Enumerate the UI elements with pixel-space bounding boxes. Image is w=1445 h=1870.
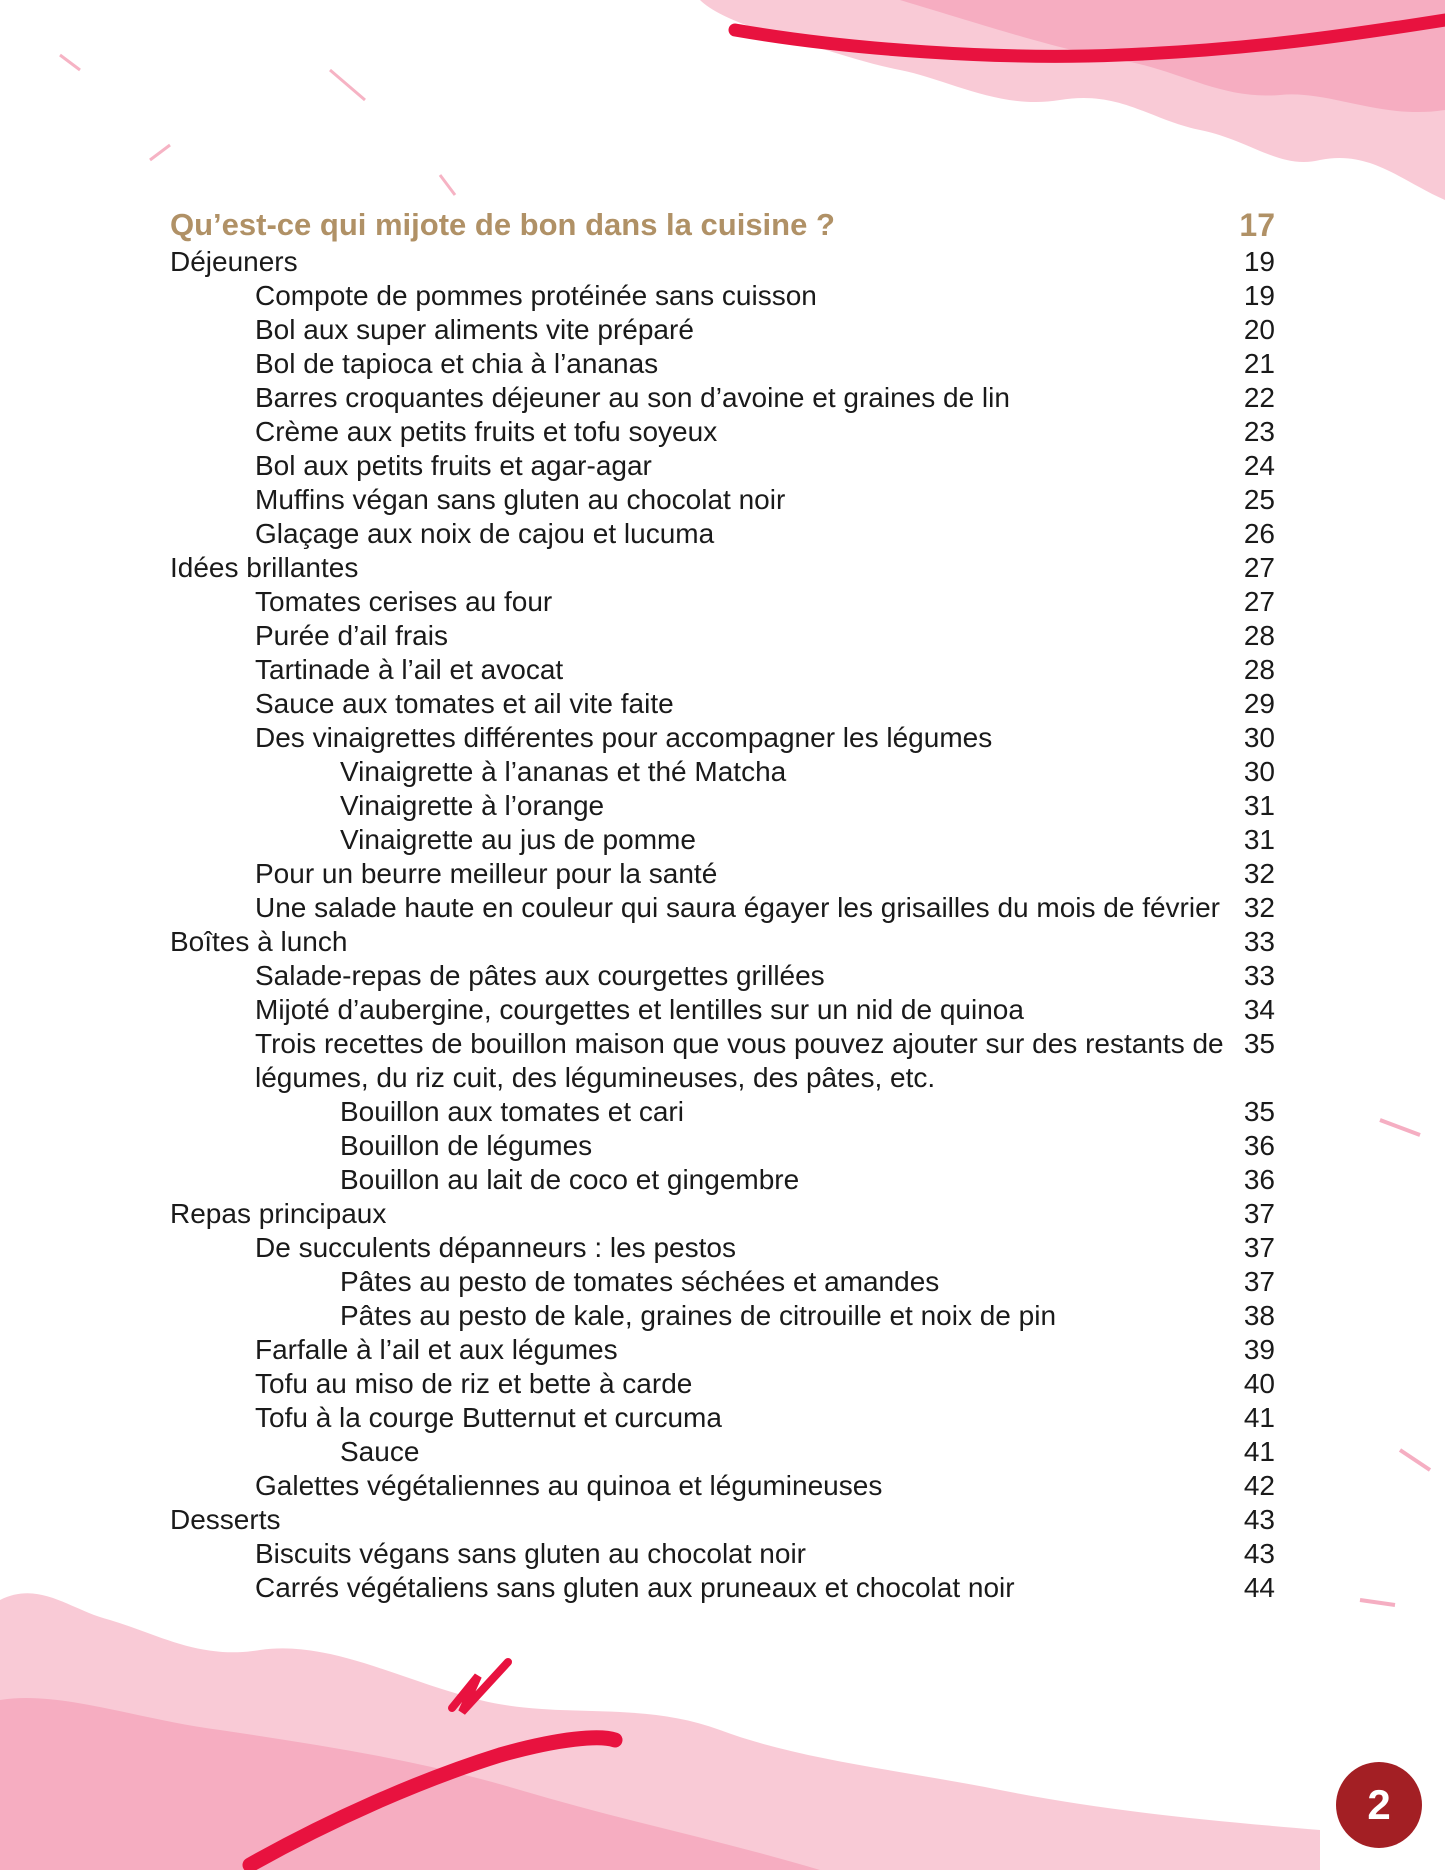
toc-entry-text: Mijoté d’aubergine, courgettes et lentilles sur un nid de quinoa xyxy=(255,994,1024,1025)
toc-entry xyxy=(170,619,1275,653)
toc-entry-text: Tartinade à l’ail et avocat xyxy=(255,654,564,685)
toc-entry-text: Salade-repas de pâtes aux courgettes grillées xyxy=(255,960,825,991)
toc-entry xyxy=(170,1163,1275,1197)
toc-entry xyxy=(170,1333,1275,1367)
toc-entry-page: 43 xyxy=(1243,1504,1275,1535)
toc-entry xyxy=(170,313,1275,347)
toc-entry-page: 33 xyxy=(1243,926,1275,957)
toc-entry-page: 41 xyxy=(1243,1436,1275,1467)
toc-entry xyxy=(170,449,1275,483)
toc-entry-text: Biscuits végans sans gluten au chocolat noir xyxy=(255,1538,806,1569)
toc-title: Qu’est-ce qui mijote de bon dans la cuisine ? xyxy=(170,207,835,242)
toc-entry-page: 39 xyxy=(1243,1334,1275,1365)
toc-entry-text: Desserts xyxy=(170,1504,281,1535)
toc-entry xyxy=(170,1231,1275,1265)
toc-entry-text: Bouillon au lait de coco et gingembre xyxy=(340,1164,800,1195)
toc-entry-text: Bol aux super aliments vite préparé xyxy=(255,314,694,345)
toc-entry-page: 37 xyxy=(1243,1266,1275,1297)
toc-entry-page: 30 xyxy=(1243,722,1275,753)
toc-entry-text: Pâtes au pesto de tomates séchées et amandes xyxy=(340,1266,940,1297)
toc-entry xyxy=(170,687,1275,721)
toc-entry xyxy=(170,1027,1275,1095)
toc-entry-page: 35 xyxy=(1243,1096,1275,1127)
toc-entry-text: Repas principaux xyxy=(170,1198,387,1229)
toc-entry-page: 20 xyxy=(1243,314,1275,345)
toc-entry xyxy=(170,1095,1275,1129)
toc-entry-text: Trois recettes de bouillon maison que vous pouvez ajouter sur des restants de légumes, du riz cuit, des légumineuses, des pâtes, etc. xyxy=(255,1028,1224,1093)
toc-entry-page: 30 xyxy=(1243,756,1275,787)
toc-entry xyxy=(170,1537,1275,1571)
toc-entry xyxy=(170,1129,1275,1163)
toc-entry xyxy=(170,789,1275,823)
toc-entry-page: 26 xyxy=(1243,518,1275,549)
toc-entry xyxy=(170,1503,1275,1537)
toc-entry-page: 29 xyxy=(1243,688,1275,719)
toc-entry-page: 27 xyxy=(1243,552,1275,583)
toc-entry xyxy=(170,653,1275,687)
toc-entry xyxy=(170,517,1275,551)
toc-entry-page: 36 xyxy=(1243,1130,1275,1161)
toc-entry-page: 37 xyxy=(1243,1198,1275,1229)
toc-entry-page: 32 xyxy=(1243,858,1275,889)
toc-entry xyxy=(170,993,1275,1027)
toc-entry-text: Compote de pommes protéinée sans cuisson xyxy=(255,280,817,311)
toc-entry-text: Tofu à la courge Butternut et curcuma xyxy=(255,1402,722,1433)
toc-entry-text: Purée d’ail frais xyxy=(255,620,448,651)
toc-entry xyxy=(170,483,1275,517)
toc-entry-text: Bol aux petits fruits et agar-agar xyxy=(255,450,652,481)
toc-entry-text: Boîtes à lunch xyxy=(170,926,348,957)
toc-entry-text: Vinaigrette au jus de pomme xyxy=(340,824,696,855)
toc-entry-page: 34 xyxy=(1243,994,1275,1025)
toc-entry xyxy=(170,1401,1275,1435)
toc-entry xyxy=(170,585,1275,619)
toc-entry xyxy=(170,891,1275,925)
toc-entry-page: 28 xyxy=(1243,654,1275,685)
toc-entry xyxy=(170,1265,1275,1299)
toc-entry-page: 31 xyxy=(1243,824,1275,855)
toc-entry-page: 25 xyxy=(1243,484,1275,515)
toc-entry-text: Sauce aux tomates et ail vite faite xyxy=(255,688,674,719)
toc-entry-text: Bouillon aux tomates et cari xyxy=(340,1096,684,1127)
toc-entry-text: Vinaigrette à l’orange xyxy=(340,790,605,821)
toc-entry xyxy=(170,279,1275,313)
toc-entry-page: 33 xyxy=(1243,960,1275,991)
toc-entry-text: Carrés végétaliens sans gluten aux pruneaux et chocolat noir xyxy=(255,1572,1015,1603)
toc-entry-text: Une salade haute en couleur qui saura égayer les grisailles du mois de février xyxy=(255,892,1220,923)
toc-entry-page: 37 xyxy=(1243,1232,1275,1263)
toc-entry xyxy=(170,925,1275,959)
toc-entry-text: Des vinaigrettes différentes pour accompagner les légumes xyxy=(255,722,993,753)
toc-entry-page: 41 xyxy=(1243,1402,1275,1433)
toc-entry-text: Tofu au miso de riz et bette à carde xyxy=(255,1368,693,1399)
toc-entry-page: 40 xyxy=(1243,1368,1275,1399)
toc-entry-text: Farfalle à l’ail et aux légumes xyxy=(255,1334,618,1365)
toc-entry-page: 31 xyxy=(1243,790,1275,821)
toc-entry-page: 19 xyxy=(1243,280,1275,311)
toc-entry-page: 21 xyxy=(1243,348,1275,379)
table-of-contents xyxy=(170,205,1275,1605)
toc-entry xyxy=(170,959,1275,993)
toc-entry-page: 32 xyxy=(1243,892,1275,923)
toc-entry xyxy=(170,1469,1275,1503)
toc-entry-page: 43 xyxy=(1243,1538,1275,1569)
toc-entry-text: Barres croquantes déjeuner au son d’avoine et graines de lin xyxy=(255,382,1010,413)
toc-entry-page: 28 xyxy=(1243,620,1275,651)
page-number-badge: 2 xyxy=(1336,1762,1422,1848)
toc-entry xyxy=(170,1367,1275,1401)
toc-entry xyxy=(170,1299,1275,1333)
toc-entry-page: 38 xyxy=(1243,1300,1275,1331)
toc-entry xyxy=(170,245,1275,279)
toc-entry-text: Pour un beurre meilleur pour la santé xyxy=(255,858,718,889)
toc-title-row xyxy=(170,205,1275,245)
toc-entry-text: De succulents dépanneurs : les pestos xyxy=(255,1232,736,1263)
toc-entry xyxy=(170,1435,1275,1469)
toc-entry-page: 24 xyxy=(1243,450,1275,481)
toc-entry-text: Bol de tapioca et chia à l’ananas xyxy=(255,348,659,379)
toc-entry-page: 27 xyxy=(1243,586,1275,617)
toc-entry xyxy=(170,823,1275,857)
toc-entry-page: 35 xyxy=(1243,1028,1275,1059)
toc-entry xyxy=(170,1571,1275,1605)
toc-entry-page: 42 xyxy=(1243,1470,1275,1501)
toc-entry-page: 19 xyxy=(1243,246,1275,277)
toc-entry xyxy=(170,415,1275,449)
toc-entry-text: Idées brillantes xyxy=(170,552,359,583)
toc-entry-text: Tomates cerises au four xyxy=(255,586,553,617)
toc-entry-text: Déjeuners xyxy=(170,246,298,277)
toc-entry xyxy=(170,755,1275,789)
toc-entry-text: Muffins végan sans gluten au chocolat noir xyxy=(255,484,786,515)
toc-entry-text: Crème aux petits fruits et tofu soyeux xyxy=(255,416,718,447)
toc-title-page: 17 xyxy=(1239,207,1275,243)
toc-entry-page: 44 xyxy=(1243,1572,1275,1603)
toc-entry xyxy=(170,1197,1275,1231)
toc-entry-page: 36 xyxy=(1243,1164,1275,1195)
toc-entry-text: Vinaigrette à l’ananas et thé Matcha xyxy=(340,756,787,787)
toc-entry xyxy=(170,347,1275,381)
toc-entry-text: Pâtes au pesto de kale, graines de citrouille et noix de pin xyxy=(340,1300,1057,1331)
toc-entry-text: Bouillon de légumes xyxy=(340,1130,593,1161)
toc-entry-text: Galettes végétaliennes au quinoa et légumineuses xyxy=(255,1470,883,1501)
toc-entry-text: Sauce xyxy=(340,1436,420,1467)
toc-entry xyxy=(170,721,1275,755)
toc-entry xyxy=(170,381,1275,415)
toc-entry-page: 23 xyxy=(1243,416,1275,447)
toc-entry-page: 22 xyxy=(1243,382,1275,413)
toc-entry-text: Glaçage aux noix de cajou et lucuma xyxy=(255,518,715,549)
toc-entry xyxy=(170,551,1275,585)
toc-entry xyxy=(170,857,1275,891)
